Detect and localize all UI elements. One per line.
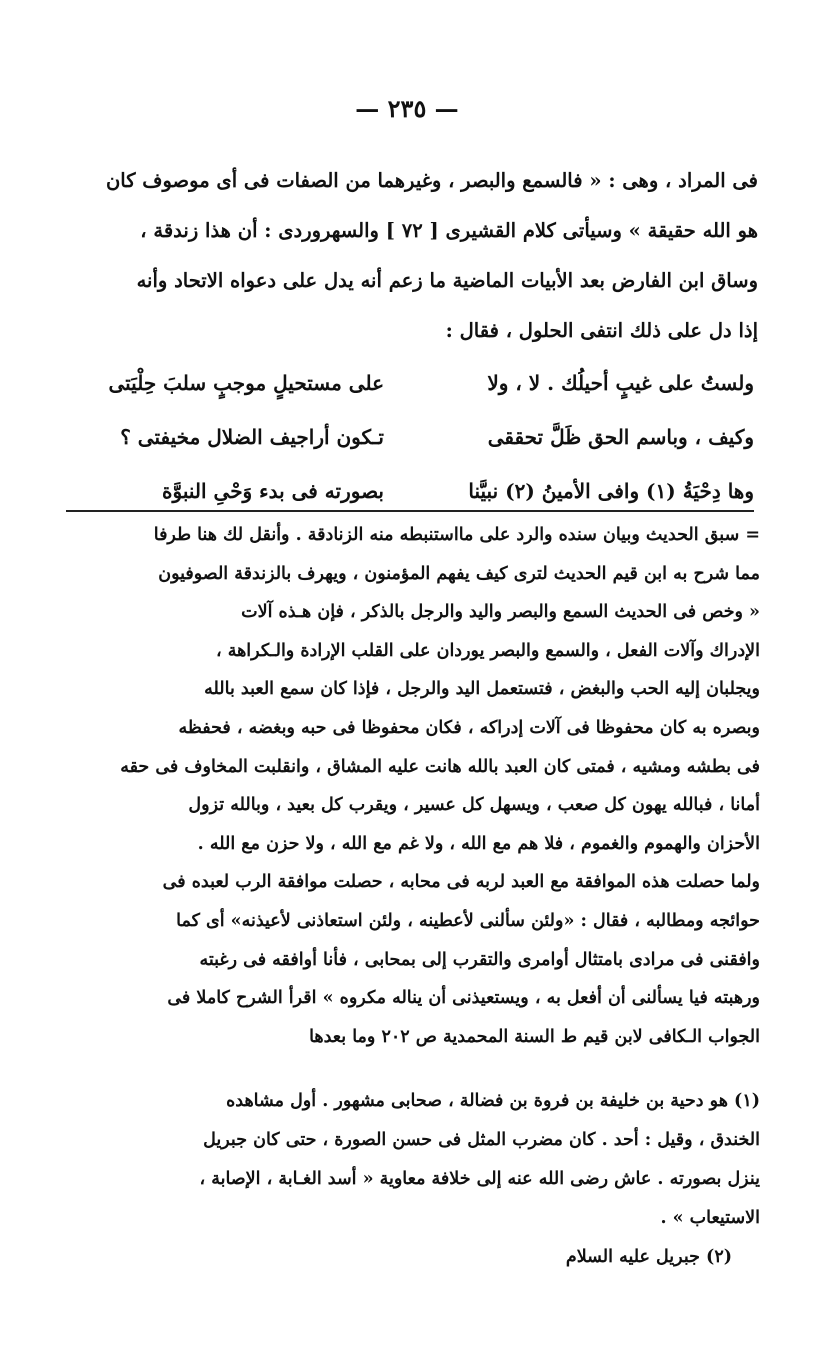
page-number: — ٢٣٥ —	[355, 94, 459, 123]
verse-row	[64, 356, 754, 410]
footnote-line: (٢) جبريل عليه السلام	[565, 1247, 732, 1267]
verse-first-hemistich: ولستُ على غيبٍ أحيلُك . لا ، ولا	[487, 371, 754, 395]
verse-first-hemistich: وكيف ، وباسم الحق ظَلَّ تحققى	[487, 425, 754, 449]
prose-line: وساق ابن الفارض بعد الأبيات الماضية ما زعم أنه يدل على دعواه الاتحاد وأنه	[136, 269, 758, 292]
verse-second-hemistich: تـكون أراجيف الضلال مخيفتى ؟	[120, 425, 384, 449]
note-line: وافقنى فى مرادى بامتثال أوامرى والتقرب إلى بمحابى ، فأنا أوافقه فى رغبته	[199, 949, 760, 970]
note-line: ويجلبان إليه الحب والبغض ، فتستعمل اليد والرجل ، فإذا كان سمع العبد بالله	[204, 679, 760, 700]
footnote-separator	[66, 510, 754, 512]
note-line: حوائجه ومطالبه ، فقال : «ولئن سألنى لأعطينه ، ولئن استعاذنى لأعيذنه» أى كما	[176, 910, 760, 931]
continued-footnote	[50, 516, 760, 1056]
note-line: الجواب الـكافى لابن قيم ط السنة المحمدية ص ٢٠٢ وما بعدها	[309, 1026, 760, 1047]
verse-second-hemistich: على مستحيلٍ موجبٍ سلبَ حِلْيَتى	[108, 371, 384, 395]
verse-row	[64, 410, 754, 464]
verse-first-hemistich: وها دِحْيَةُ (١) وافى الأمينُ (٢) نبيَّنا	[468, 479, 754, 503]
note-line: = سبق الحديث وبيان سنده والرد على مااستنبطه منه الزنادقة . وأنقل لك هنا طرفا	[153, 525, 760, 545]
poem-verses	[64, 356, 754, 518]
footnote-line: ينزل بصورته . عاش رضى الله عنه إلى خلافة معاوية « أسد الغـابة ، الإصابة ،	[199, 1169, 760, 1189]
prose-line: هو الله حقيقة » وسيأتى كلام القشيرى [ ٧٢ ] والسهروردى : أن هذا زندقة ،	[140, 219, 758, 242]
verse-second-hemistich: بصورته فى بدء وَحْىِ النبوَّة	[162, 479, 384, 503]
note-line: ورهبته فيا يسألنى أن أفعل به ، ويستعيذنى أن يناله مكروه » اقرأ الشرح كاملا فى	[167, 988, 760, 1009]
note-line: ولما حصلت هذه الموافقة مع العبد لربه فى محابه ، حصلت موافقة الرب لعبده فى	[162, 872, 760, 893]
note-line: الأحزان والهموم والغموم ، فلا هم مع الله ، ولا غم مع الله ، ولا حزن مع الله .	[197, 833, 760, 854]
footnotes	[50, 1082, 760, 1277]
main-text	[58, 156, 758, 356]
prose-line: فى المراد ، وهى : « فالسمع والبصر ، وغيرهما من الصفات فى أى موصوف كان	[105, 169, 758, 192]
note-line: فى بطشه ومشيه ، فمتى كان العبد بالله هانت عليه المشاق ، وانقلبت المخاوف فى حقه	[120, 756, 760, 777]
footnote-line: الخندق ، وقيل : أحد . كان مضرب المثل فى حسن الصورة ، حتى كان جبريل	[203, 1130, 760, 1150]
prose-line: إذا دل على ذلك انتفى الحلول ، فقال :	[445, 319, 758, 342]
footnote-line: الاستيعاب » .	[660, 1208, 760, 1228]
note-line: « وخص فى الحديث السمع والبصر واليد والرجل بالذكر ، فإن هـذه آلات	[241, 602, 760, 623]
note-line: وبصره به كان محفوظا فى آلات إدراكه ، فكان محفوظا فى حبه وبغضه ، فحفظه	[178, 717, 760, 738]
footnote-line: (١) هو دحية بن خليفة بن فروة بن فضالة ، صحابى مشهور . أول مشاهده	[226, 1091, 760, 1111]
note-line: الإدراك وآلات الفعل ، والسمع والبصر يوردان على القلب الإرادة والـكراهة ،	[215, 640, 760, 661]
note-line: أمانا ، فبالله يهون كل صعب ، ويسهل كل عسير ، ويقرب كل بعيد ، وبالله تزول	[188, 795, 760, 816]
note-line: مما شرح به ابن قيم الحديث لترى كيف يفهم المؤمنون ، ويهرف بالزندقة الصوفيون	[158, 563, 760, 584]
